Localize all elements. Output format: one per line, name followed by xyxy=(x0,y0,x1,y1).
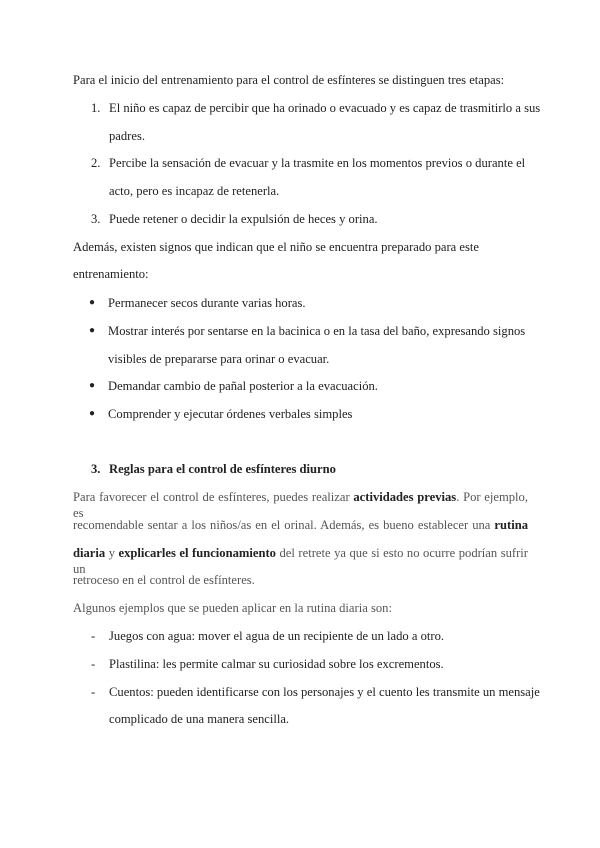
example-text: Juegos con agua: mover el agua de un recipiente de un lado a otro. xyxy=(109,629,445,643)
paragraph-line: diaria y explicarles el funcionamiento del retrete ya que si esto no ocurre podrían sufrir un xyxy=(73,546,528,576)
stage-number: 1. xyxy=(91,101,101,115)
example-text: complicado de una manera sencilla. xyxy=(109,712,290,726)
signs-intro-text: Además, existen signos que indican que el niño se encuentra preparado para este xyxy=(73,240,480,254)
sign-text: Comprender y ejecutar órdenes verbales simples xyxy=(108,407,353,421)
section-number: 3. xyxy=(91,462,101,476)
paragraph-line: recomendable sentar a los niños/as en el orinal. Además, es bueno establecer una rutina xyxy=(73,518,528,532)
paragraph-line: Para favorecer el control de esfínteres, puedes realizar actividades previas. Por ejemplo, es xyxy=(73,490,528,520)
stage-text: Percibe la sensación de evacuar y la trasmite en los momentos previos o durante el xyxy=(109,156,526,170)
dash-bullet: - xyxy=(91,629,96,643)
bullet-icon: ● xyxy=(89,297,96,308)
example-text: Plastilina: les permite calmar su curiosidad sobre los excrementos. xyxy=(109,657,444,671)
stage-number: 2. xyxy=(91,156,101,170)
section-title: Reglas para el control de esfínteres diurno xyxy=(109,462,336,476)
sign-text: Mostrar interés por sentarse en la bacinica o en la tasa del baño, expresando signos xyxy=(108,324,526,338)
stage-number: 3. xyxy=(91,212,101,226)
paragraph-line: retroceso en el control de esfínteres. xyxy=(73,573,255,587)
bullet-icon: ● xyxy=(89,325,96,336)
example-text: Cuentos: pueden identificarse con los personajes y el cuento les transmite un mensaje xyxy=(109,685,540,699)
intro-text: Para el inicio del entrenamiento para el control de esfínteres se distinguen tres etapas: xyxy=(73,73,505,87)
stage-text: acto, pero es incapaz de retenerla. xyxy=(109,184,280,198)
signs-intro-text: entrenamiento: xyxy=(73,267,149,281)
stage-text: Puede retener o decidir la expulsión de heces y orina. xyxy=(109,212,378,226)
sign-text: visibles de prepararse para orinar o evacuar. xyxy=(108,352,330,366)
stage-text: El niño es capaz de percibir que ha orinado o evacuado y es capaz de trasmitirlo a sus xyxy=(109,101,541,115)
bullet-icon: ● xyxy=(89,380,96,391)
bullet-icon: ● xyxy=(89,408,96,419)
examples-intro-text: Algunos ejemplos que se pueden aplicar en la rutina diaria son: xyxy=(73,601,392,615)
dash-bullet: - xyxy=(91,685,96,699)
stage-text: padres. xyxy=(109,129,146,143)
sign-text: Demandar cambio de pañal posterior a la evacuación. xyxy=(108,379,378,393)
dash-bullet: - xyxy=(91,657,96,671)
sign-text: Permanecer secos durante varias horas. xyxy=(108,296,306,310)
